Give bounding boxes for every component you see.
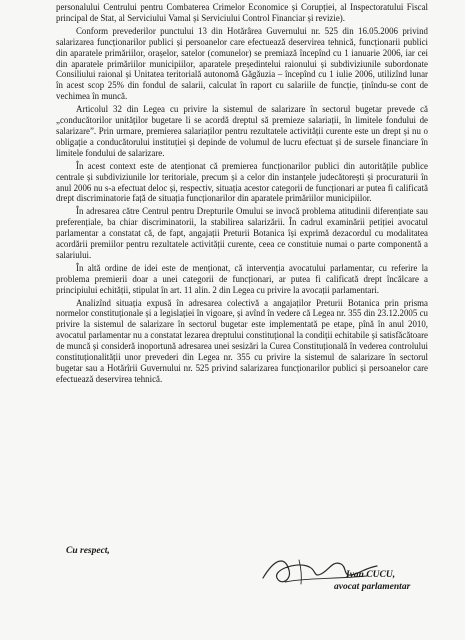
- paragraph-petition: În adresarea către Centrul pentru Drepturile Omului se invocă problema atitudinii diferențiate sau preferențiale, ba chiar discriminatorii, la stabilirea salarizării. În cadrul examinării petiției avocatul parlamentar a constatat că, de fapt, angajații Preturii Botanica își exprimă dezacordul cu modalitatea acordării premiilor pentru rezultatele activității curente, ceea ce constituie numai o parte componentă a salariului.: [56, 206, 428, 260]
- paragraph-continuation: personalului Centrului pentru Combaterea Crimelor Economice și Corupției, al Inspectoratului Fiscal principal de Stat, al Serviciului Vamal și Serviciului Control Financiar și revizie).: [56, 2, 428, 23]
- signatory-title: avocat parlamentar: [334, 582, 411, 592]
- paragraph-conclusion: Analizînd situația expusă în adresarea colectivă a angajaților Preturii Botanica prin prisma normelor constituționale și a legislației în vigoare, și avînd în vedere că Legea nr. 355 din 23.12.2005 cu privire la sistemul de salarizare în sectorul bugetar este implementată pe etape, pînă în anul 2010, avocatul parlamentar nu a constatat lezarea dreptului constituțional la condiții echitabile și satisfăcătoare de muncă și consideră inoportună adresarea unei sesizări la Curea Constituțională în vederea controlului constituționalității unor prevederi din Legea nr. 355 cu privire la sistemul de salarizare în sectorul bugetar sau a Hotărîrii Guvernului nr. 525 privind salarizarea funcționarilor publici și persoanelor care efectuează deservirea tehnică.: [56, 297, 428, 384]
- paragraph-equity: În altă ordine de idei este de menționat, că intervenția avocatului parlamentar, cu referire la problema premierii doar a unei categorii de funcționari, ar putea fi calificată drept încălcare a principiului echității, stipulat în art. 11 alin. 2 din Legea cu privire la avocații parlamentari.: [56, 262, 428, 295]
- closing-salutation: Cu respect,: [66, 546, 110, 556]
- signatory-name: Ivan CUCU,: [346, 570, 396, 580]
- paragraph-hg-525: Conform prevederilor punctului 13 din Hotărârea Guvernului nr. 525 din 16.05.2006 privind salarizarea funcționarilor publici și persoanelor care efectuează deservirea tehnică, funcționarii publici din aparatele primăriilor, orașelor, satelor (comunelor) se premiază începînd cu 1 ianuarie 2006, iar cei din aparatele primăriilor municipiilor, aparatele președintelui raionului și subdiviziunile subordonate Consiliului raional și Unitatea teritorială autonomă Găgăuzia – începînd cu 1 iulie 2006, utilizînd lunar în acest scop 25% din fondul de salarii, calculat în raport cu salariile de funcție, ținîndu-se cont de vechimea în muncă.: [56, 25, 428, 102]
- letter-body: [56, 2, 428, 385]
- paragraph-context: În acest context este de atenționat că premierea funcționarilor publici din autoritățile publice centrale și subdiviziunile lor teritoriale, precum și a celor din instanțele judecătorești și procuraturii în anul 2006 nu s-a efectuat deloc și, respectiv, situația acestor categorii de funcționari ar putea fi calificată drept discriminatorie față de situația funcționarilor din aparatele primăriilor municipiilor.: [56, 160, 428, 204]
- paragraph-article-32: Articolul 32 din Legea cu privire la sistemul de salarizare în sectorul bugetar prevede că „conducătorilor unităților bugetare li se acordă dreptul să premieze salariații, în limitele fondului de salarizare”. Prin urmare, premierea salariaților pentru rezultatele activității curente este un drept și nu o obligație a conducătorului instituției și depinde de volumul de lucru efectuat și de sursele financiare în limitele fondului de salarizare.: [56, 104, 428, 158]
